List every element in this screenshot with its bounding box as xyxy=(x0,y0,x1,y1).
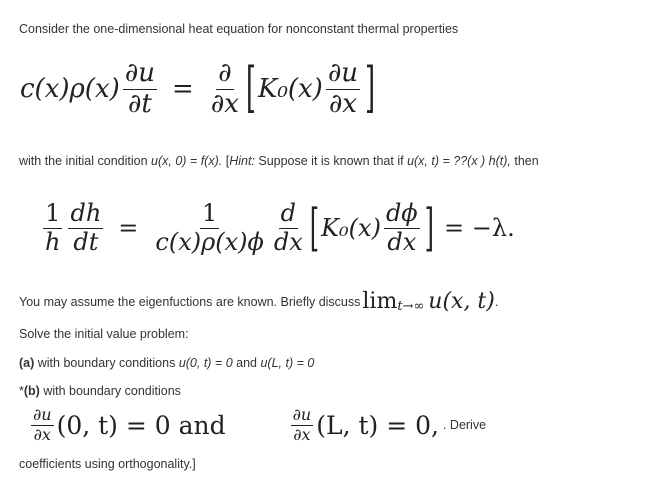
eq1-equals: = xyxy=(171,74,194,104)
eq2-one2-num: 1 xyxy=(201,199,218,228)
part-a-bc2: u(L, t) = 0 xyxy=(260,356,315,370)
eq1-dx2-den: ∂x xyxy=(328,88,357,119)
eq2-k: K₀(x) xyxy=(321,214,381,242)
eq1-d-num: ∂ xyxy=(218,58,232,89)
eq3-du2-num: ∂u xyxy=(292,404,312,424)
eq2-d-dx xyxy=(272,201,305,254)
eq2-d-num: d xyxy=(280,199,296,228)
line2-sep: u(x, t) = ??(x ) h(t), xyxy=(407,154,511,168)
part-b xyxy=(19,383,181,399)
eq1-left-bracket: [ xyxy=(245,57,257,121)
line2-text4: then xyxy=(510,154,539,168)
line3-lim: lim xyxy=(362,289,398,314)
eq2-coefficient xyxy=(153,201,265,254)
eq1-dx-den: ∂x xyxy=(210,88,239,119)
eq3-dx-den: ∂x xyxy=(33,424,51,444)
part-b-text: with boundary conditions xyxy=(39,384,181,398)
eq1-dt-den: ∂t xyxy=(127,88,152,119)
eq2-dx-den: dx xyxy=(273,227,303,256)
eq2-dt-den: dt xyxy=(73,227,99,256)
eq2-den: c(x)ρ(x)ϕ xyxy=(155,227,264,256)
intro-text: Consider the one-dimensional heat equation for nonconstant thermal properties xyxy=(19,22,459,36)
eq2-right-bracket: ] xyxy=(424,198,435,258)
line2-text3: Suppose it is known that if xyxy=(254,154,408,168)
eq2-dh-dt xyxy=(68,201,103,254)
eq3-du-num: ∂u xyxy=(33,404,52,424)
eq3-arg1: (0, t) = 0 and xyxy=(56,410,226,440)
eq2-dx2-den: dx xyxy=(387,227,417,256)
initial-condition-line xyxy=(19,153,539,169)
part-a-text1: with boundary conditions xyxy=(34,356,179,370)
eq3-tail: . Derive xyxy=(442,418,487,432)
eq1-du-num: ∂u xyxy=(124,58,155,89)
eq2-one-num: 1 xyxy=(45,199,61,228)
eq1-time-derivative xyxy=(123,60,157,118)
eq1-lhs: c(x)ρ(x) xyxy=(20,74,120,104)
part-b-star: * xyxy=(19,384,24,398)
separated-equation xyxy=(40,190,515,266)
line3-text: You may assume the eigenfuctions are known. Briefly discuss xyxy=(19,295,361,309)
eq2-dh-num: dh xyxy=(70,199,102,228)
eq2-dphi-num: dϕ xyxy=(385,199,418,228)
eq3-dx2-den: ∂x xyxy=(293,424,311,444)
line2-hint: Hint: xyxy=(229,154,255,168)
eq1-right-bracket: ] xyxy=(365,57,376,121)
eq2-left-bracket: [ xyxy=(309,198,320,258)
eq2-equals: = xyxy=(118,214,139,242)
eq2-rhs: = −λ. xyxy=(444,214,515,242)
eq1-du2-num: ∂u xyxy=(327,58,359,89)
last-line: coefficients using orthogonality.] xyxy=(19,457,196,471)
eq1-space-derivative xyxy=(209,60,241,118)
line2-text1: with the initial condition xyxy=(19,154,152,168)
eq3-du2-dx xyxy=(291,404,314,444)
eq1-inner-derivative xyxy=(326,60,360,118)
eq2-h-den: h xyxy=(45,227,61,256)
heat-equation xyxy=(20,52,377,126)
eq2-one-over-h xyxy=(43,201,62,254)
limit-line xyxy=(19,288,498,316)
boundary-conditions-b xyxy=(28,402,486,448)
part-a-text2: and xyxy=(232,356,261,370)
line2-cond: u(x, 0) = f(x). xyxy=(151,154,223,168)
part-a xyxy=(19,355,314,371)
solve-text: Solve the initial value problem: xyxy=(19,327,189,341)
eq3-du-dx xyxy=(31,404,54,444)
part-a-bc1: u(0, t) = 0 xyxy=(178,356,233,370)
eq1-k: K₀(x) xyxy=(258,74,323,104)
line2-text2: [ xyxy=(222,154,230,168)
part-a-label: (a) xyxy=(19,356,35,370)
eq2-dphi-dx xyxy=(384,201,420,254)
part-b-label: (b) xyxy=(23,384,40,398)
line3-sub: t→∞ xyxy=(397,299,425,314)
line3-end: . xyxy=(494,295,499,309)
line3-expr: u(x, t) xyxy=(428,289,495,314)
eq3-arg2: (L, t) = 0, xyxy=(316,410,439,440)
